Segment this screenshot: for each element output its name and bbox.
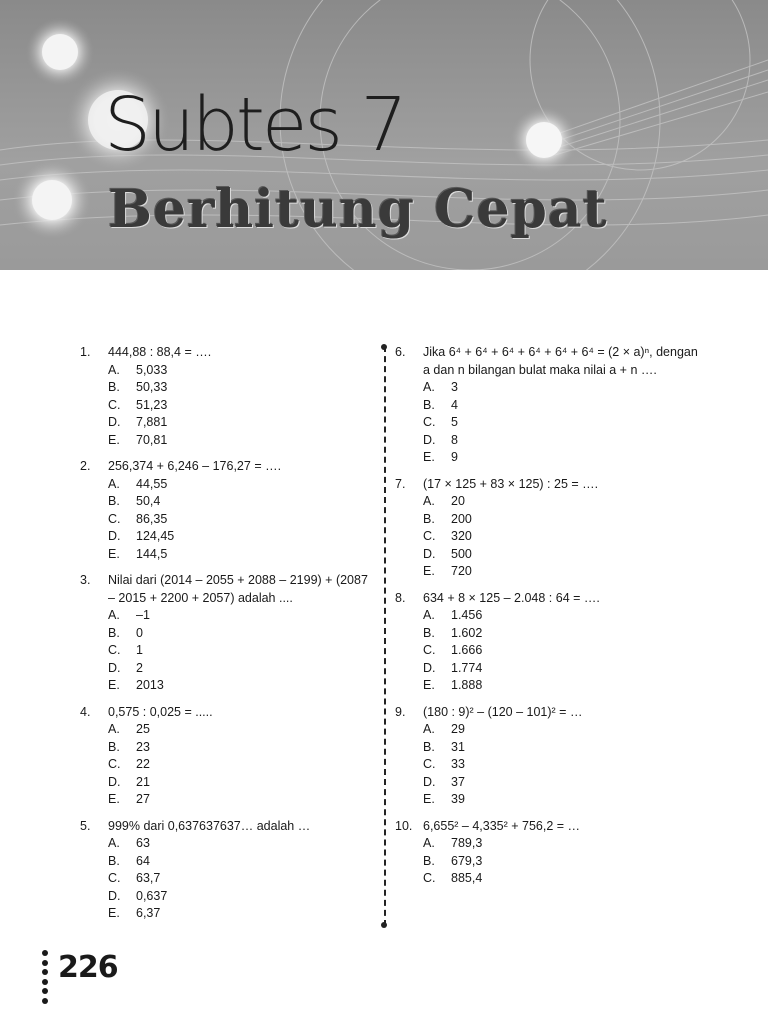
option-value: 33: [451, 757, 465, 771]
option-value: 21: [136, 774, 150, 789]
option-value: 20: [451, 494, 465, 508]
option-letter: A.: [108, 608, 120, 622]
option-value: 70,81: [136, 432, 168, 447]
option-letter: A.: [108, 362, 120, 377]
answer-option: [80, 905, 370, 923]
question-number: 7.: [395, 476, 406, 491]
option-letter: E.: [423, 678, 435, 692]
answer-option: [395, 660, 705, 678]
option-letter: B.: [108, 739, 120, 754]
option-value: 500: [451, 546, 472, 561]
option-letter: C.: [108, 397, 121, 412]
option-value: 6,37: [136, 906, 161, 920]
answer-option: [80, 397, 370, 415]
option-value: 22: [136, 757, 150, 771]
question-1: [80, 344, 370, 449]
option-value: 39: [451, 792, 465, 806]
option-value: 23: [136, 739, 150, 754]
option-value: 320: [451, 529, 472, 543]
answer-option: [80, 476, 370, 494]
option-letter: C.: [423, 415, 436, 429]
option-letter: D.: [108, 415, 121, 429]
question-6: [395, 344, 705, 467]
option-value: 885,4: [451, 871, 483, 885]
answer-option: [395, 739, 705, 757]
option-value: 86,35: [136, 511, 168, 526]
option-value: 720: [451, 564, 472, 578]
option-letter: D.: [108, 660, 121, 675]
option-letter: E.: [423, 792, 435, 806]
option-value: 27: [136, 792, 150, 806]
option-value: 63,7: [136, 871, 161, 885]
option-value: 25: [136, 722, 150, 736]
answer-option: [395, 563, 705, 581]
question-text: Nilai dari (2014 – 2055 + 2088 – 2199) + (2087 – 2015 + 2200 + 2057) adalah ....: [108, 573, 368, 605]
answer-option: [395, 625, 705, 643]
question-5: [80, 818, 370, 923]
option-letter: B.: [423, 625, 435, 640]
option-letter: A.: [423, 494, 435, 508]
answer-option: [80, 528, 370, 546]
question-4: [80, 704, 370, 809]
page-number: 226: [58, 950, 118, 985]
answer-option: [80, 835, 370, 853]
chapter-title: Subtes 7: [104, 82, 405, 168]
option-value: 1.888: [451, 678, 483, 692]
option-value: 144,5: [136, 546, 168, 561]
answer-option: [80, 677, 370, 695]
option-value: 2: [136, 660, 143, 675]
option-value: 200: [451, 511, 472, 526]
answer-option: [80, 493, 370, 511]
option-letter: C.: [423, 529, 436, 543]
answer-option: [80, 756, 370, 774]
question-number: 6.: [395, 345, 406, 359]
question-text: 999% dari 0,637637637… adalah …: [108, 818, 311, 833]
question-number: 8.: [395, 590, 406, 605]
option-value: 29: [451, 722, 465, 736]
answer-option: [395, 397, 705, 415]
answer-option: [80, 607, 370, 625]
questions-column-left: [80, 344, 370, 932]
option-letter: D.: [423, 432, 436, 447]
option-letter: D.: [108, 888, 121, 903]
answer-option: [395, 607, 705, 625]
column-divider: [384, 346, 386, 926]
option-value: 789,3: [451, 836, 483, 850]
option-letter: C.: [108, 511, 121, 526]
answer-option: [80, 721, 370, 739]
option-letter: D.: [108, 774, 121, 789]
answer-option: [395, 791, 705, 809]
question-8: [395, 590, 705, 695]
option-letter: B.: [423, 397, 435, 412]
option-letter: C.: [423, 757, 436, 771]
option-value: 8: [451, 432, 458, 447]
option-letter: B.: [108, 625, 120, 640]
option-letter: B.: [108, 853, 120, 868]
question-9: [395, 704, 705, 809]
question-10: [395, 818, 705, 888]
answer-option: [395, 379, 705, 397]
answer-option: [395, 493, 705, 511]
option-letter: A.: [108, 836, 120, 850]
option-letter: E.: [108, 906, 120, 920]
question-7: [395, 476, 705, 581]
question-text: Jika 6⁴ + 6⁴ + 6⁴ + 6⁴ + 6⁴ + 6⁴ = (2 × a)ⁿ, dengan a dan n bilangan bulat maka nilai a + n ….: [423, 345, 698, 377]
option-value: 63: [136, 836, 150, 850]
option-value: 1.774: [451, 660, 483, 675]
question-text: 6,655² – 4,335² + 756,2 = …: [423, 818, 581, 833]
option-letter: C.: [423, 871, 436, 885]
question-3: [80, 572, 370, 695]
option-value: 679,3: [451, 853, 483, 868]
option-letter: A.: [423, 722, 435, 736]
answer-option: [80, 432, 370, 450]
answer-option: [395, 528, 705, 546]
option-letter: B.: [108, 494, 120, 508]
option-letter: B.: [108, 380, 120, 394]
question-text: 634 + 8 × 125 – 2.048 : 64 = ….: [423, 590, 600, 605]
chapter-subtitle: Berhitung Cepat: [108, 179, 608, 240]
option-value: 1.666: [451, 643, 483, 657]
option-letter: E.: [423, 450, 435, 464]
page-number-dots: [42, 950, 52, 1007]
answer-option: [395, 642, 705, 660]
option-value: 4: [451, 397, 458, 412]
answer-option: [80, 625, 370, 643]
questions-column-right: [395, 344, 705, 897]
option-value: 9: [451, 450, 458, 464]
option-letter: B.: [423, 511, 435, 526]
answer-option: [80, 379, 370, 397]
option-value: 1.602: [451, 625, 483, 640]
answer-option: [395, 774, 705, 792]
option-value: 0: [136, 625, 143, 640]
header-banner: [0, 0, 768, 270]
question-number: 3.: [80, 573, 91, 587]
option-letter: A.: [423, 380, 435, 394]
option-letter: A.: [108, 722, 120, 736]
option-letter: D.: [423, 774, 436, 789]
option-value: –1: [136, 608, 150, 622]
option-value: 5,033: [136, 362, 168, 377]
answer-option: [80, 791, 370, 809]
answer-option: [395, 546, 705, 564]
answer-option: [80, 642, 370, 660]
option-value: 5: [451, 415, 458, 429]
answer-option: [395, 853, 705, 871]
option-value: 7,881: [136, 415, 168, 429]
question-text: 256,374 + 6,246 – 176,27 = ….: [108, 459, 282, 473]
option-letter: E.: [423, 564, 435, 578]
question-text: (180 : 9)² – (120 – 101)² = …: [423, 704, 583, 719]
answer-option: [80, 546, 370, 564]
answer-option: [80, 414, 370, 432]
answer-option: [80, 362, 370, 380]
option-letter: D.: [108, 529, 121, 543]
question-number: 10.: [395, 818, 413, 833]
option-value: 2013: [136, 678, 164, 692]
answer-option: [80, 774, 370, 792]
option-value: 0,637: [136, 888, 168, 903]
question-number: 4.: [80, 704, 91, 719]
answer-option: [80, 870, 370, 888]
option-letter: D.: [423, 546, 436, 561]
option-letter: C.: [423, 643, 436, 657]
answer-option: [80, 888, 370, 906]
option-value: 51,23: [136, 397, 168, 412]
option-letter: E.: [108, 546, 120, 561]
question-number: 5.: [80, 818, 91, 833]
option-letter: B.: [423, 739, 435, 754]
option-letter: E.: [108, 432, 120, 447]
answer-option: [80, 660, 370, 678]
answer-option: [395, 511, 705, 529]
answer-option: [395, 835, 705, 853]
option-letter: E.: [108, 792, 120, 806]
option-letter: A.: [423, 608, 435, 622]
option-value: 3: [451, 380, 458, 394]
question-text: 0,575 : 0,025 = .....: [108, 704, 213, 719]
option-letter: A.: [423, 836, 435, 850]
question-number: 1.: [80, 345, 91, 359]
question-number: 2.: [80, 459, 91, 473]
option-value: 64: [136, 853, 150, 868]
option-value: 1.456: [451, 608, 483, 622]
question-number: 9.: [395, 704, 406, 719]
question-text: (17 × 125 + 83 × 125) : 25 = ….: [423, 476, 599, 491]
option-letter: C.: [108, 643, 121, 657]
divider-dot: [381, 922, 387, 928]
answer-option: [395, 432, 705, 450]
answer-option: [395, 721, 705, 739]
option-value: 124,45: [136, 529, 175, 543]
option-value: 1: [136, 643, 143, 657]
option-value: 37: [451, 774, 465, 789]
option-letter: A.: [108, 476, 120, 491]
question-2: [80, 458, 370, 563]
answer-option: [395, 414, 705, 432]
option-value: 50,33: [136, 380, 168, 394]
option-letter: D.: [423, 660, 436, 675]
answer-option: [395, 756, 705, 774]
option-letter: C.: [108, 871, 121, 885]
answer-option: [395, 870, 705, 888]
question-text: 444,88 : 88,4 = ….: [108, 345, 212, 359]
option-value: 31: [451, 739, 465, 754]
answer-option: [395, 677, 705, 695]
option-value: 50,4: [136, 494, 161, 508]
option-letter: C.: [108, 757, 121, 771]
option-letter: B.: [423, 853, 435, 868]
answer-option: [80, 739, 370, 757]
option-value: 44,55: [136, 476, 168, 491]
answer-option: [395, 449, 705, 467]
option-letter: E.: [108, 678, 120, 692]
answer-option: [80, 853, 370, 871]
answer-option: [80, 511, 370, 529]
